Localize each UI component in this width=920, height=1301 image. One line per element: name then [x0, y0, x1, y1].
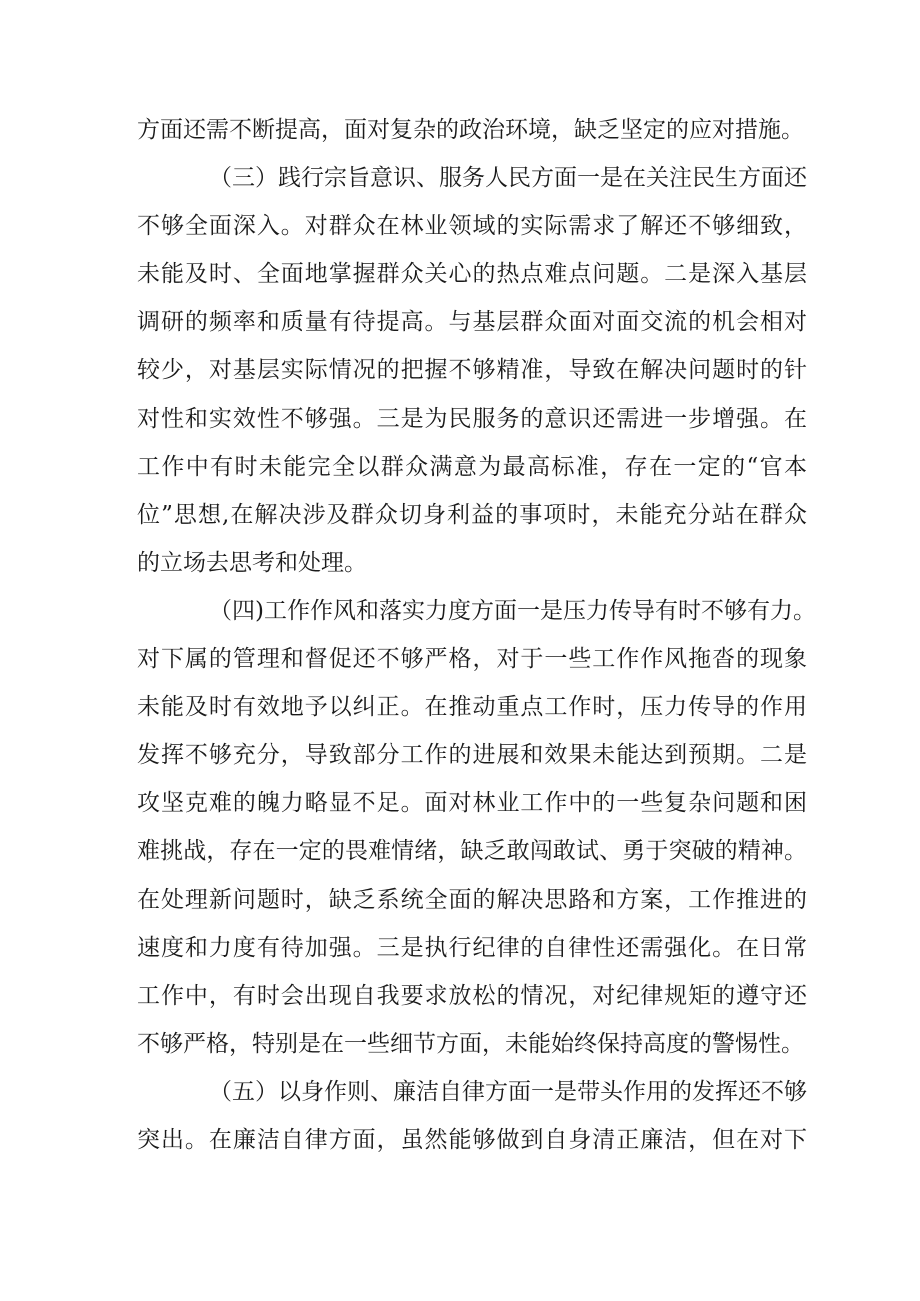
text-line: 攻坚克难的魄力略显不足。面对林业工作中的一些复杂问题和困 [137, 790, 807, 817]
text-line: 较少，对基层实际情况的把握不够精准，导致在解决问题时的针 [137, 357, 807, 384]
text-line: 不够全面深入。对群众在林业领域的实际需求了解还不够细致， [137, 213, 807, 240]
text-line: 不够严格，特别是在一些细节方面，未能始终保持高度的警惕性。 [137, 1030, 804, 1057]
section-heading-line: （四)工作作风和落实力度方面一是压力传导有时不够有力。 [209, 597, 816, 624]
text-line: 发挥不够充分，导致部分工作的进展和效果未能达到预期。二是 [137, 742, 807, 769]
text-line: 对性和实效性不够强。三是为民服务的意识还需进一步增强。在 [137, 405, 807, 432]
text-line: 位”思想,在解决涉及群众切身利益的事项时，未能充分站在群众 [137, 501, 807, 528]
text-line: 未能及时有效地予以纠正。在推动重点工作时，压力传导的作用 [137, 694, 807, 721]
text-line: 的立场去思考和处理。 [137, 549, 367, 576]
text-line: 方面还需不断提高，面对复杂的政治环境，缺乏坚定的应对措施。 [137, 117, 804, 143]
text-line: 在处理新问题时，缺乏系统全面的解决思路和方案，工作推进的 [137, 886, 807, 913]
text-line: 未能及时、全面地掌握群众关心的热点难点问题。二是深入基层 [137, 261, 807, 288]
text-line: 突出。在廉洁自律方面，虽然能够做到自身清正廉洁，但在对下 [137, 1126, 807, 1153]
text-line: 调研的频率和质量有待提高。与基层群众面对面交流的机会相对 [137, 309, 807, 336]
text-line: 工作中，有时会出现自我要求放松的情况，对纪律规矩的遵守还 [137, 982, 807, 1009]
document-body [137, 106, 816, 1164]
text-line: 工作中有时未能完全以群众满意为最高标准，存在一定的“官本 [137, 453, 807, 480]
section-heading-line: （五）以身作则、廉洁自律方面一是带头作用的发挥还不够 [209, 1078, 807, 1105]
text-line: 速度和力度有待加强。三是执行纪律的自律性还需强化。在日常 [137, 934, 807, 961]
text-line: 难挑战，存在一定的畏难情绪，缺乏敢闯敢试、勇于突破的精神。 [137, 838, 807, 865]
section-heading-line: （三）践行宗旨意识、服务人民方面一是在关注民生方面还 [209, 165, 807, 192]
text-line: 对下属的管理和督促还不够严格，对于一些工作作风拖沓的现象 [137, 646, 807, 673]
